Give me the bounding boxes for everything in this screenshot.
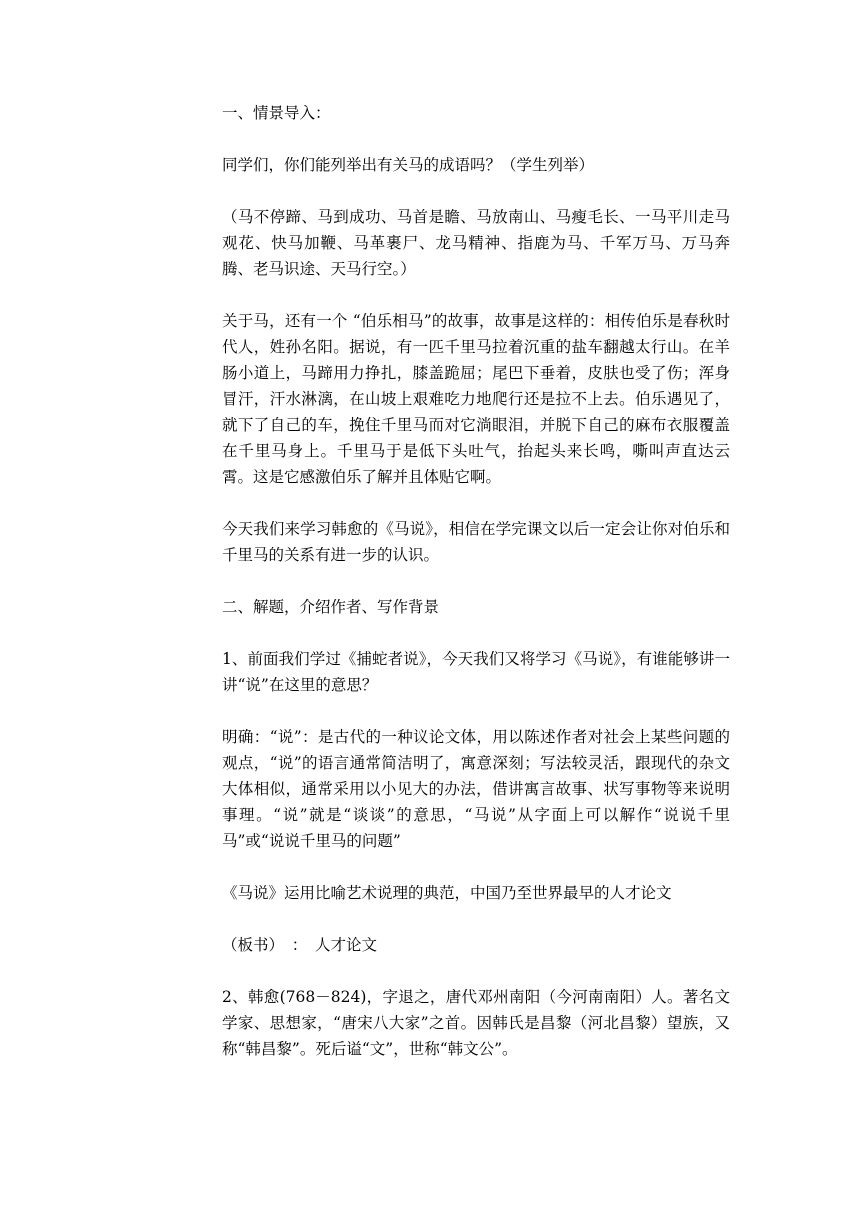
section-heading-background: 二、解题，介绍作者、写作背景 bbox=[222, 598, 440, 616]
paragraph-blackboard: （板书） ： 人才论文 bbox=[222, 936, 378, 954]
paragraph-idioms: （马不停蹄、马到成功、马首是瞻、马放南山、马瘦毛长、一马平川走马观花、快马加鞭、马革裹尸、龙马精神、指鹿为马、千军万马、万马奔腾、老马识途、天马行空。） bbox=[222, 208, 730, 278]
paragraph-mashuo-summary: 《马说》运用比喻艺术说理的典范，中国乃至世界最早的人才论文 bbox=[222, 884, 672, 902]
section-heading-intro: 一、情景导入： bbox=[222, 104, 331, 122]
paragraph-author-bio: 2、韩愈(768－824)，字退之，唐代邓州南阳（今河南南阳）人。著名文学家、思想家，“唐宋八大家”之首。因韩氏是昌黎（河北昌黎）望族，又称“韩昌黎”。死后谥“文”，世称“韩文公”。 bbox=[222, 988, 730, 1058]
paragraph-lesson-intro: 今天我们来学习韩愈的《马说》，相信在学完课文以后一定会让你对伯乐和千里马的关系有进一步的认识。 bbox=[222, 520, 730, 564]
paragraph-question: 同学们，你们能列举出有关马的成语吗？（学生列举） bbox=[222, 156, 595, 174]
paragraph-shuo-explanation: 明确：“说”：是古代的一种议论文体，用以陈述作者对社会上某些问题的观点，“说”的语言通常简洁明了，寓意深刻；写法较灵活，跟现代的杂文大体相似，通常采用以小见大的办法，借讲寓言故事、状写事物等来说明事理。“说”就是“谈谈”的意思，“马说”从字面上可以解作“说说千里马”或“说说千里马的问题” bbox=[222, 728, 730, 850]
document-page bbox=[222, 100, 730, 1088]
paragraph-shuo-question: 1、前面我们学过《捕蛇者说》，今天我们又将学习《马说》，有谁能够讲一讲“说”在这里的意思？ bbox=[222, 650, 730, 694]
paragraph-bole-story: 关于马，还有一个 “伯乐相马”的故事，故事是这样的：相传伯乐是春秋时代人，姓孙名阳。据说，有一匹千里马拉着沉重的盐车翻越太行山。在羊肠小道上，马蹄用力挣扎，膝盖跪屈；尾巴下垂着，皮肤也受了伤；浑身冒汗，汗水淋漓，在山坡上艰难吃力地爬行还是拉不上去。伯乐遇见了，就下了自己的车，挽住千里马而对它淌眼泪，并脱下自己的麻布衣服覆盖在千里马身上。千里马于是低下头吐气，抬起头来长鸣，嘶叫声直达云霄。这是它感激伯乐了解并且体贴它啊。 bbox=[222, 312, 730, 486]
